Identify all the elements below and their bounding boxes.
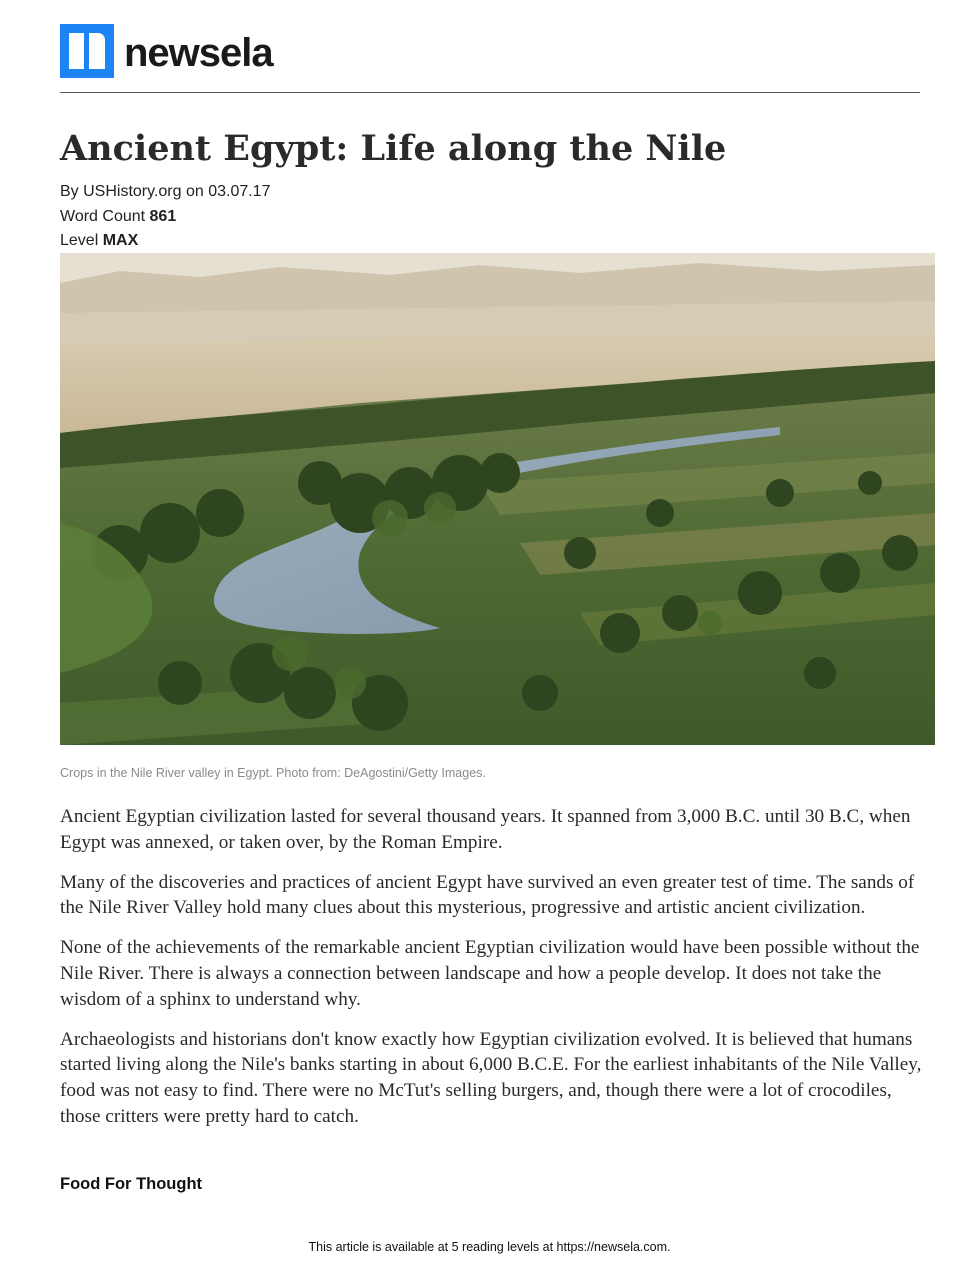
article-paragraph: None of the achievements of the remarkable ancient Egyptian civilization would have been possible without the Nile River. There is always a connection between landscape and how a people develop. It does not take the wisdom of a sphinx to understand why. <box>60 937 920 1010</box>
word-count-value: 861 <box>149 207 177 225</box>
newsela-logo-icon <box>60 24 114 78</box>
reading-level-label: Level <box>60 232 99 249</box>
article-body <box>60 804 926 1144</box>
article-byline: By USHistory.org on 03.07.17 <box>60 183 271 200</box>
word-count-label: Word Count <box>60 207 146 225</box>
word-count <box>60 205 270 230</box>
newsela-wordmark: newsela <box>124 31 273 75</box>
image-caption: Crops in the Nile River valley in Egypt. Photo from: DeAgostini/Getty Images. <box>60 766 486 780</box>
article-meta <box>60 180 270 254</box>
section-heading: Food For Thought <box>60 1175 203 1193</box>
article-title: Ancient Egypt: Life along the Nile <box>60 128 727 169</box>
page-footer: This article is available at 5 reading levels at https://newsela.com. <box>308 1240 671 1254</box>
article-photo <box>60 253 935 745</box>
page-header <box>60 24 920 93</box>
reading-level-value: MAX <box>102 232 139 249</box>
reading-level <box>60 229 270 254</box>
newsela-logo[interactable] <box>60 24 273 78</box>
article-paragraph: Many of the discoveries and practices of ancient Egypt have survived an even greater test of time. The sands of the Nile River Valley hold many clues about this mysterious, progressive and artistic ancient civilization. <box>60 871 915 919</box>
article-paragraph: Ancient Egyptian civilization lasted for several thousand years. It spanned from 3,000 B.C. until 30 B.C, when Egypt was annexed, or taken over, by the Roman Empire. <box>60 806 911 853</box>
article-paragraph: Archaeologists and historians don't know exactly how Egyptian civilization evolved. It is believed that humans started living along the Nile's banks starting in about 6,000 B.C.E. For the earliest inhabitants of the Nile Valley, food was not easy to find. There were no McTut's selling burgers, and, though there were a lot of crocodiles, those critters were pretty hard to catch. <box>60 1028 922 1127</box>
